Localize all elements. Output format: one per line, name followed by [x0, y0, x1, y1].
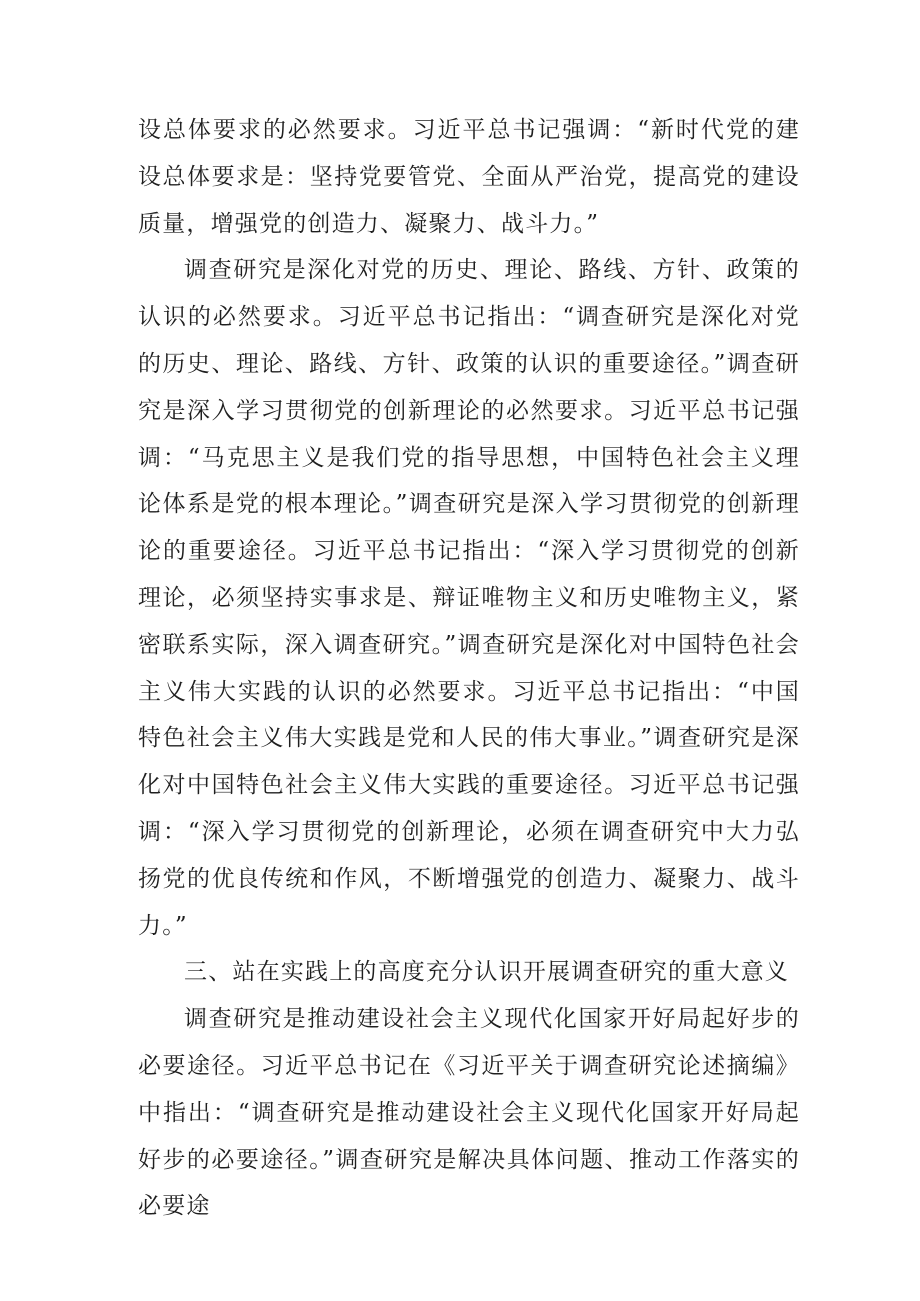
document-body — [138, 107, 800, 1230]
section-heading: 三、站在实践上的高度充分认识开展调查研究的重大意义 — [184, 959, 789, 986]
paragraph-continuation: 设总体要求的必然要求。习近平总书记强调：“新时代党的建设总体要求是：坚持党要管党、全面从严治党，提高党的建设质量，增强党的创造力、凝聚力、战斗力。” — [138, 117, 800, 237]
paragraph-investigation-research: 调查研究是深化对党的历史、理论、路线、方针、政策的认识的必然要求。习近平总书记指出：“调查研究是深化对党的历史、理论、路线、方针、政策的认识的重要途径。”调查研究是深入学习贯彻党的创新理论的必然要求。习近平总书记强调：“马克思主义是我们党的指导思想，中国特色社会主义理论体系是党的根本理论。”调查研究是深入学习贯彻党的创新理论的重要途径。习近平总书记指出：“深入学习贯彻党的创新理论，必须坚持实事求是、辩证唯物主义和历史唯物主义，紧密联系实际，深入调查研究。”调查研究是深化对中国特色社会主义伟大实践的认识的必然要求。习近平总书记指出：“中国特色社会主义伟大实践是党和人民的伟大事业。”调查研究是深化对中国特色社会主义伟大实践的重要途径。习近平总书记强调：“深入学习贯彻党的创新理论，必须在调查研究中大力弘扬党的优良传统和作风，不断增强党的创造力、凝聚力、战斗力。” — [138, 257, 800, 939]
paragraph-final: 调查研究是推动建设社会主义现代化国家开好局起好步的必要途径。习近平总书记在《习近平关于调查研究论述摘编》中指出：“调查研究是推动建设社会主义现代化国家开好局起好步的必要途径。”调查研究是解决具体问题、推动工作落实的必要途 — [138, 1006, 800, 1220]
